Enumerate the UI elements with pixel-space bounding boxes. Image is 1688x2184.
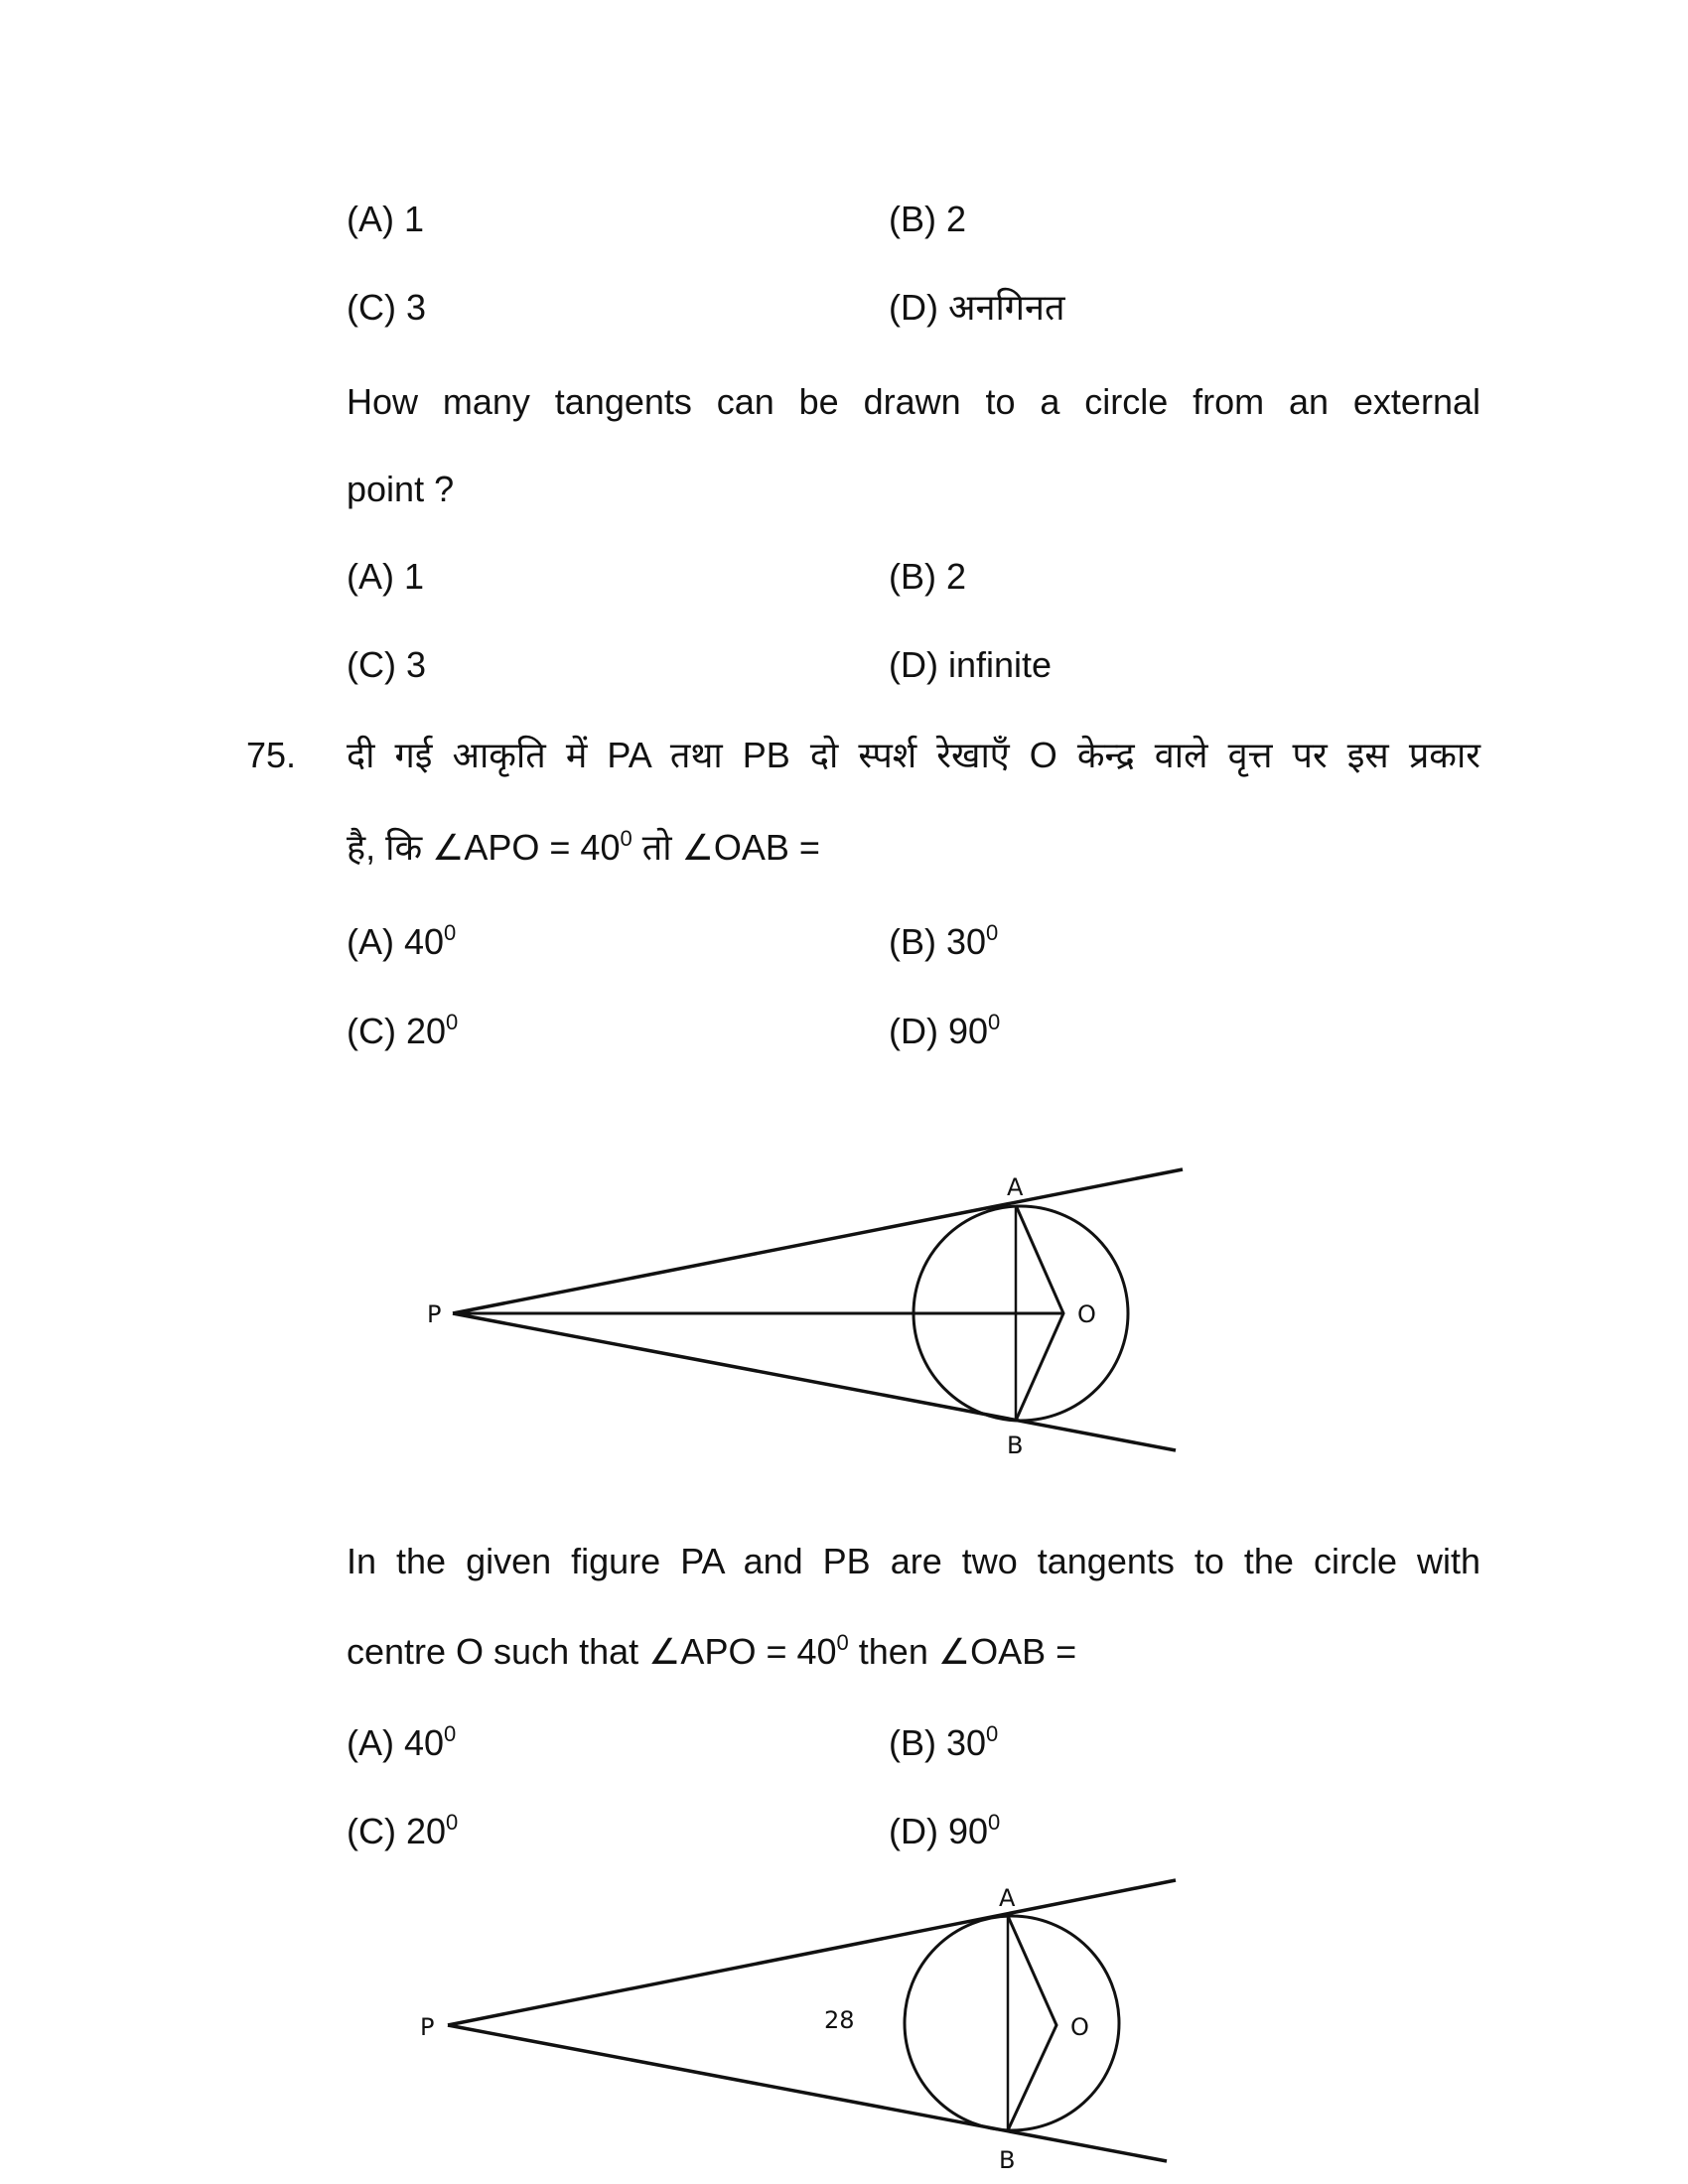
degree: 0 bbox=[444, 920, 457, 945]
option-a: (A) 1 bbox=[347, 556, 425, 597]
option-b: (B) 2 bbox=[889, 199, 967, 239]
option-a: (A) 1 bbox=[347, 199, 425, 239]
label-b: B bbox=[999, 2146, 1016, 2174]
degree: 0 bbox=[988, 1010, 1001, 1034]
label-a: A bbox=[999, 1884, 1016, 1912]
option-label: (C) 20 bbox=[347, 1811, 447, 1851]
label-a: A bbox=[1007, 1173, 1024, 1201]
option-d: (D) अनगिनत bbox=[889, 287, 1065, 328]
degree: 0 bbox=[446, 1010, 459, 1034]
tangent-pa bbox=[453, 1169, 1183, 1313]
degree: 0 bbox=[446, 1810, 459, 1835]
option-c: (C) 3 bbox=[347, 287, 426, 328]
question-text-en-line2: point ? bbox=[347, 469, 455, 509]
tangent-pa bbox=[448, 1880, 1176, 2025]
option-b: (B) 2 bbox=[889, 556, 967, 597]
tangent-pb bbox=[453, 1313, 1176, 1450]
degree: 0 bbox=[444, 1721, 457, 1746]
question-text-en-line1: How many tangents can be drawn to a circle from an external bbox=[347, 381, 1480, 422]
option-a bbox=[347, 1721, 456, 1765]
question-number: 75. bbox=[246, 735, 297, 775]
label-o: O bbox=[1077, 1300, 1096, 1328]
figure-1 bbox=[453, 1169, 1183, 1450]
page-number: 28 bbox=[824, 2006, 855, 2034]
label-o: O bbox=[1070, 2013, 1089, 2041]
text: centre O such that ∠APO = 40 bbox=[347, 1631, 837, 1672]
option-label: (B) 30 bbox=[889, 921, 987, 962]
tangent-pb bbox=[448, 2025, 1167, 2161]
superscript: 0 bbox=[620, 826, 633, 851]
option-label: (A) 40 bbox=[347, 921, 445, 962]
question-text-hi-line1: दी गई आकृति में PA तथा PB दो स्पर्श रेखाएँ O केन्द्र वाले वृत्त पर इस प्रकार bbox=[347, 735, 1480, 775]
option-label: (A) 40 bbox=[347, 1722, 445, 1763]
option-d: (D) infinite bbox=[889, 644, 1053, 685]
option-label: (D) 90 bbox=[889, 1811, 989, 1851]
figure-2 bbox=[448, 1880, 1176, 2161]
label-b: B bbox=[1007, 1432, 1024, 1459]
degree: 0 bbox=[988, 1810, 1001, 1835]
label-p: P bbox=[427, 1300, 442, 1328]
option-b bbox=[889, 1721, 998, 1765]
degree: 0 bbox=[986, 1721, 999, 1746]
option-c bbox=[347, 1810, 458, 1853]
option-label: (B) 30 bbox=[889, 1722, 987, 1763]
option-label: (C) 20 bbox=[347, 1011, 447, 1051]
text: है, कि ∠APO = 40 bbox=[347, 827, 621, 868]
degree: 0 bbox=[986, 920, 999, 945]
option-label: (D) 90 bbox=[889, 1011, 989, 1051]
question-text-en-line1: In the given figure PA and PB are two tangents to the circle with bbox=[347, 1541, 1480, 1581]
option-c: (C) 3 bbox=[347, 644, 426, 685]
option-d bbox=[889, 1810, 1000, 1853]
text: तो ∠OAB = bbox=[632, 827, 820, 868]
radii-oa-ob bbox=[1008, 1916, 1056, 2130]
text: then ∠OAB = bbox=[848, 1631, 1077, 1672]
superscript: 0 bbox=[836, 1630, 849, 1655]
question-text-en-line2 bbox=[347, 1630, 1076, 1674]
label-p: P bbox=[420, 2013, 435, 2041]
